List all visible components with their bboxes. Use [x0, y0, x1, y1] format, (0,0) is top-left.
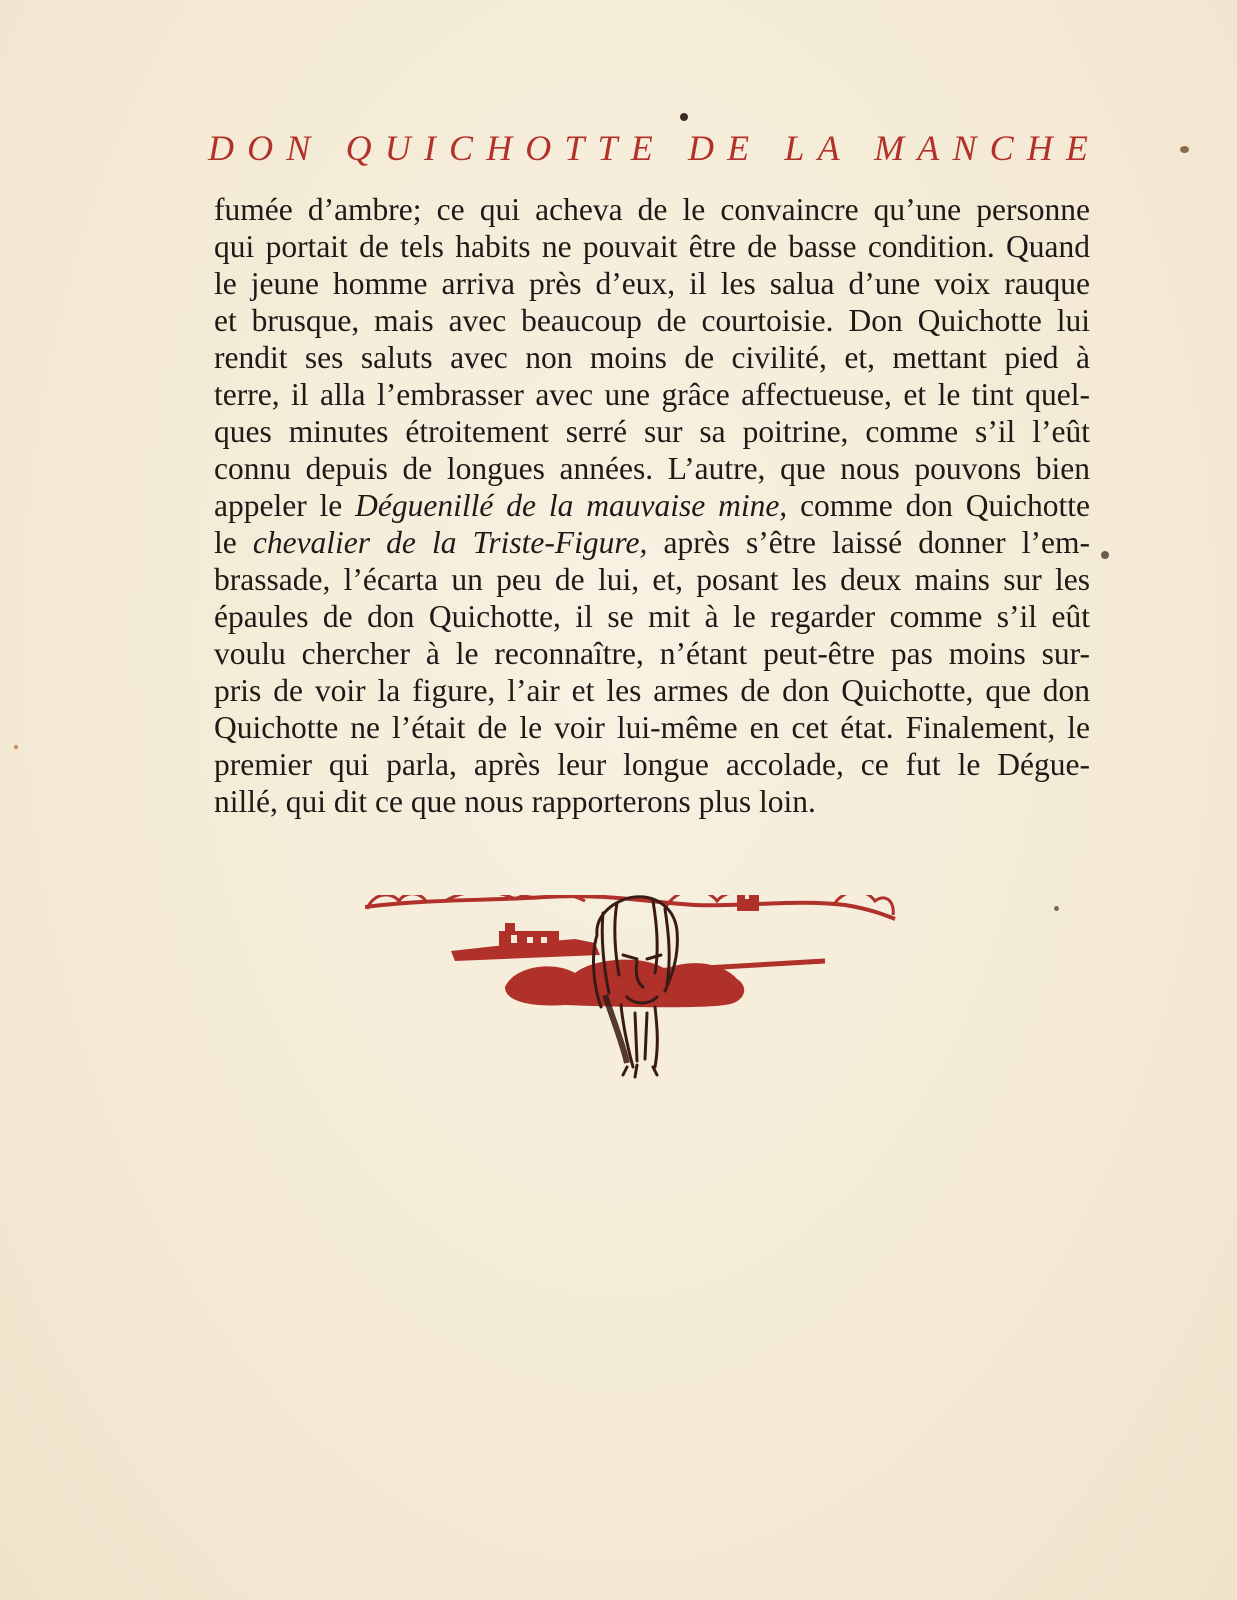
text-line	[214, 635, 1090, 672]
paper-speck	[1054, 906, 1059, 911]
paper-speck	[14, 745, 18, 749]
paper-speck	[1180, 146, 1189, 153]
text-segment: fumée d’ambre; ce qui acheva de le convaincre qu’une personne	[214, 192, 1090, 227]
text-segment: épaules de don Quichotte, il se mit à le regarder comme s’il eût	[214, 599, 1090, 634]
text-segment: brassade, l’écarta un peu de lui, et, posant les deux mains sur les	[214, 562, 1090, 597]
paper-speck	[680, 113, 688, 121]
text-segment: le jeune homme arriva près d’eux, il les salua d’une voix rauque	[214, 266, 1090, 301]
text-line	[214, 746, 1090, 783]
italic-phrase: chevalier de la Triste-Figure,	[252, 525, 648, 560]
text-line	[214, 376, 1090, 413]
text-segment: qui portait de tels habits ne pouvait être de basse condition. Quand	[214, 229, 1090, 264]
text-segment: connu depuis de longues années. L’autre, que nous pouvons bien	[214, 451, 1090, 486]
body-text	[214, 191, 1090, 820]
text-segment: rendit ses saluts avec non moins de civilité, et, mettant pied à	[214, 340, 1090, 375]
text-segment: voulu chercher à le reconnaître, n’étant peut-être pas moins sur-	[214, 636, 1090, 671]
text-segment: appeler le	[214, 488, 356, 523]
text-line	[214, 302, 1090, 339]
text-segment: ques minutes étroitement serré sur sa poitrine, comme s’il l’eût	[214, 414, 1090, 449]
text-segment: le	[214, 525, 253, 560]
text-segment: nillé, qui dit ce que nous rapporterons plus loin.	[214, 784, 816, 819]
text-segment: comme don Quichotte	[787, 488, 1090, 523]
text-line	[214, 672, 1090, 709]
text-line	[214, 228, 1090, 265]
text-line	[214, 413, 1090, 450]
text-segment: terre, il alla l’embrasser avec une grâce affectueuse, et le tint quel-	[214, 377, 1090, 412]
text-line	[214, 265, 1090, 302]
running-head: DON QUICHOTTE DE LA MANCHE	[208, 128, 1102, 168]
text-line	[214, 339, 1090, 376]
text-line	[214, 598, 1090, 635]
text-segment: premier qui parla, après leur longue accolade, ce fut le Dégue-	[214, 747, 1090, 782]
italic-phrase: Déguenillé de la mauvaise mine,	[355, 488, 788, 523]
text-line	[214, 524, 1090, 561]
text-segment: et brusque, mais avec beaucoup de courtoisie. Don Quichotte lui	[214, 303, 1090, 338]
woodcut-vignette	[365, 895, 915, 1095]
text-line	[214, 450, 1090, 487]
paper-speck	[1101, 551, 1109, 559]
text-segment: après s’être laissé donner l’em-	[647, 525, 1090, 560]
text-line	[214, 487, 1090, 524]
text-line	[214, 191, 1090, 228]
text-line	[214, 709, 1090, 746]
text-segment: pris de voir la figure, l’air et les armes de don Quichotte, que don	[214, 673, 1090, 708]
text-line	[214, 783, 1090, 820]
text-segment: Quichotte ne l’était de le voir lui-même en cet état. Finalement, le	[214, 710, 1090, 745]
vignette-horizon	[365, 896, 895, 919]
text-line	[214, 561, 1090, 598]
